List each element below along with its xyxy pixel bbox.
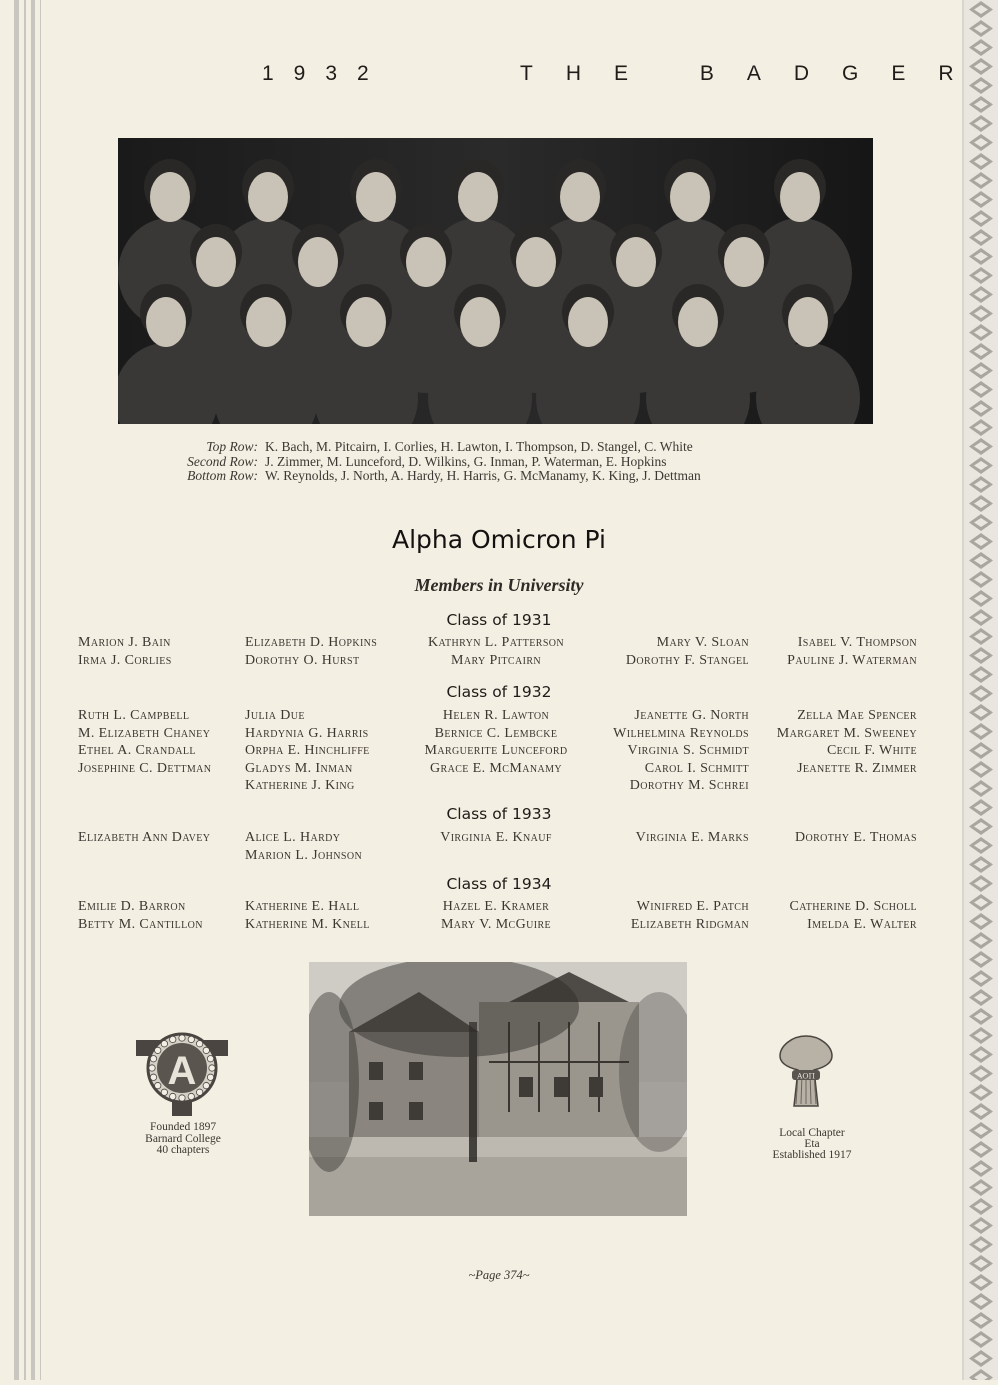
person-face (560, 172, 600, 222)
member-name: Irma J. Corlies (78, 652, 172, 668)
member-name: Kathryn L. Patterson (427, 635, 565, 650)
members-heading: Members in University (414, 575, 584, 595)
member-name: Alice L. Hardy (245, 830, 341, 845)
member-column (78, 829, 210, 847)
member-name: Gladys M. Inman (245, 760, 353, 776)
crest-pearl (188, 1093, 194, 1099)
member-column (78, 634, 172, 669)
member-column (585, 634, 749, 669)
person-face (568, 297, 608, 347)
founding-college: Barnard College (145, 1132, 221, 1145)
crest-pearl (150, 1056, 156, 1062)
crest-letter: A (167, 1049, 197, 1093)
caption-row-label: Second Row: (187, 453, 258, 469)
member-name: Carol I. Schmitt (644, 760, 749, 776)
member-column (78, 898, 203, 933)
running-head-year: 1932 (262, 62, 389, 85)
crest-pearl (161, 1041, 167, 1047)
member-name: Mary V. McGuire (440, 916, 552, 932)
member-column (410, 707, 582, 777)
person-face (678, 297, 718, 347)
caption-row-names: K. Bach, M. Pitcairn, I. Corlies, H. Lawton, I. Thompson, D. Stangel, C. White (265, 439, 693, 454)
crest-pearl (179, 1035, 185, 1041)
member-name: Jeanette G. North (634, 708, 749, 723)
group-portrait-image (118, 138, 873, 424)
member-name: Jeanette R. Zimmer (797, 760, 917, 776)
member-column (755, 634, 917, 669)
wheat-sheaf-icon (774, 1030, 838, 1110)
member-column (245, 898, 370, 933)
photo-caption (118, 440, 873, 484)
group-photo (118, 138, 873, 424)
member-name: Katherine J. King (245, 778, 355, 793)
member-column (410, 829, 582, 847)
member-name: Helen R. Lawton (442, 708, 550, 723)
member-name: Isabel V. Thompson (797, 635, 917, 650)
caption-row-label: Top Row: (206, 439, 258, 454)
member-name: Catherine D. Scholl (789, 899, 917, 914)
member-name: Winifred E. Patch (636, 899, 749, 914)
member-column (78, 707, 211, 777)
person-face (458, 172, 498, 222)
caption-row-label: Bottom Row: (187, 468, 258, 483)
caption-row-names: J. Zimmer, M. Lunceford, D. Wilkins, G. Inman, P. Waterman, E. Hopkins (265, 453, 667, 469)
page-number: ~Page 374~ (468, 1268, 530, 1282)
member-name: Virginia E. Marks (635, 830, 749, 845)
chapter-count: 40 chapters (156, 1144, 210, 1156)
house-image (309, 962, 687, 1216)
member-name: Zella Mae Spencer (797, 708, 917, 723)
member-name: Virginia E. Knauf (440, 830, 552, 845)
crest-pearl (203, 1047, 209, 1053)
crest-pearl (209, 1065, 215, 1071)
crest-icon (130, 1022, 234, 1120)
person-face (406, 237, 446, 287)
member-name: Julia Due (245, 708, 305, 723)
member-column (755, 898, 917, 933)
sorority-crest (130, 1022, 234, 1125)
chapter-house-photo (309, 962, 687, 1216)
crest-caption (118, 1122, 248, 1157)
person-face (516, 237, 556, 287)
caption-row-top (118, 440, 873, 455)
crest-pearl (196, 1041, 202, 1047)
member-name: Elizabeth Ridgman (630, 916, 749, 932)
crest-pearl (179, 1095, 185, 1101)
class-heading-1934: Class of 1934 (446, 875, 552, 893)
organization-title: Alpha Omicron Pi (391, 525, 607, 554)
member-name: Josephine C. Dettman (78, 760, 212, 776)
running-head-title: THE BADGER (520, 62, 987, 85)
person-face (246, 297, 286, 347)
chapter-caption (752, 1128, 872, 1161)
crest-pearl (149, 1065, 155, 1071)
caption-row-names: W. Reynolds, J. North, A. Hardy, H. Harris, G. McManamy, K. King, J. Dettman (265, 468, 701, 483)
member-name: Ethel A. Crandall (78, 743, 196, 758)
running-head (0, 62, 998, 92)
member-column (410, 898, 582, 933)
member-name: Marion L. Johnson (245, 847, 363, 863)
member-name: Hazel E. Kramer (442, 899, 550, 914)
member-column (245, 707, 370, 795)
member-name: Ruth L. Campbell (78, 708, 190, 723)
member-column (585, 898, 749, 933)
person-face (298, 237, 338, 287)
member-name: Pauline J. Waterman (787, 652, 917, 668)
person-face (788, 297, 828, 347)
member-name: Margaret M. Sweeney (776, 725, 917, 741)
member-name: Hardynia G. Harris (245, 725, 369, 741)
member-column (585, 829, 749, 847)
member-column (245, 829, 362, 864)
crest-pearl (150, 1074, 156, 1080)
person-face (670, 172, 710, 222)
caption-row-second (118, 455, 873, 470)
person-face (616, 237, 656, 287)
member-name: M. Elizabeth Chaney (78, 725, 211, 741)
member-name: Dorothy M. Schrei (629, 778, 749, 793)
crest-pearl (196, 1089, 202, 1095)
member-column (755, 707, 917, 777)
member-name: Cecil F. White (826, 743, 917, 758)
member-name: Virginia S. Schmidt (627, 743, 749, 758)
wheat-sheaf-emblem (774, 1030, 838, 1115)
member-name: Dorothy E. Thomas (794, 830, 917, 845)
person-face (780, 172, 820, 222)
person-face (146, 297, 186, 347)
caption-row-bottom (118, 469, 873, 484)
crest-pearl (203, 1082, 209, 1088)
member-name: Imelda E. Walter (807, 916, 917, 932)
sheaf-band-text: ΑΟΠ (796, 1071, 816, 1081)
class-heading-1933: Class of 1933 (446, 805, 552, 823)
member-name: Mary V. Sloan (656, 635, 749, 650)
member-name: Emilie D. Barron (78, 899, 186, 914)
person-face (724, 237, 764, 287)
crest-pearl (207, 1056, 213, 1062)
person-face (356, 172, 396, 222)
member-name: Bernice C. Lembcke (434, 725, 558, 741)
member-name: Marion J. Bain (78, 635, 171, 650)
member-column (755, 829, 917, 847)
member-name: Betty M. Cantillon (78, 916, 203, 932)
member-name: Elizabeth D. Hopkins (245, 635, 378, 650)
founded-year: Founded 1897 (149, 1121, 217, 1133)
person-face (196, 237, 236, 287)
member-name: Grace E. McManamy (430, 760, 562, 776)
crest-pearl (207, 1074, 213, 1080)
chapter-established: Established 1917 (772, 1149, 852, 1161)
member-name: Wilhelmina Reynolds (613, 725, 749, 741)
crest-pearl (188, 1036, 194, 1042)
member-column (245, 634, 377, 669)
member-name: Marguerite Lunceford (424, 743, 568, 758)
member-name: Katherine E. Hall (245, 899, 360, 914)
member-name: Mary Pitcairn (450, 652, 542, 668)
member-name: Orpha E. Hinchliffe (245, 743, 370, 758)
class-heading-1932: Class of 1932 (446, 683, 552, 701)
member-name: Dorothy F. Stangel (625, 652, 749, 668)
crest-pearl (155, 1082, 161, 1088)
crest-pearl (170, 1093, 176, 1099)
chapter-name: Eta (804, 1138, 820, 1150)
person-face (150, 172, 190, 222)
member-name: Dorothy O. Hurst (245, 652, 360, 668)
person-face (460, 297, 500, 347)
member-column (585, 707, 749, 795)
chapter-label: Local Chapter (779, 1127, 845, 1139)
member-column (410, 634, 582, 669)
class-heading-1931: Class of 1931 (446, 611, 552, 629)
member-name: Elizabeth Ann Davey (78, 830, 211, 845)
member-name: Katherine M. Knell (245, 916, 370, 932)
crest-pearl (155, 1047, 161, 1053)
crest-pearl (170, 1036, 176, 1042)
person-face (346, 297, 386, 347)
person-face (248, 172, 288, 222)
